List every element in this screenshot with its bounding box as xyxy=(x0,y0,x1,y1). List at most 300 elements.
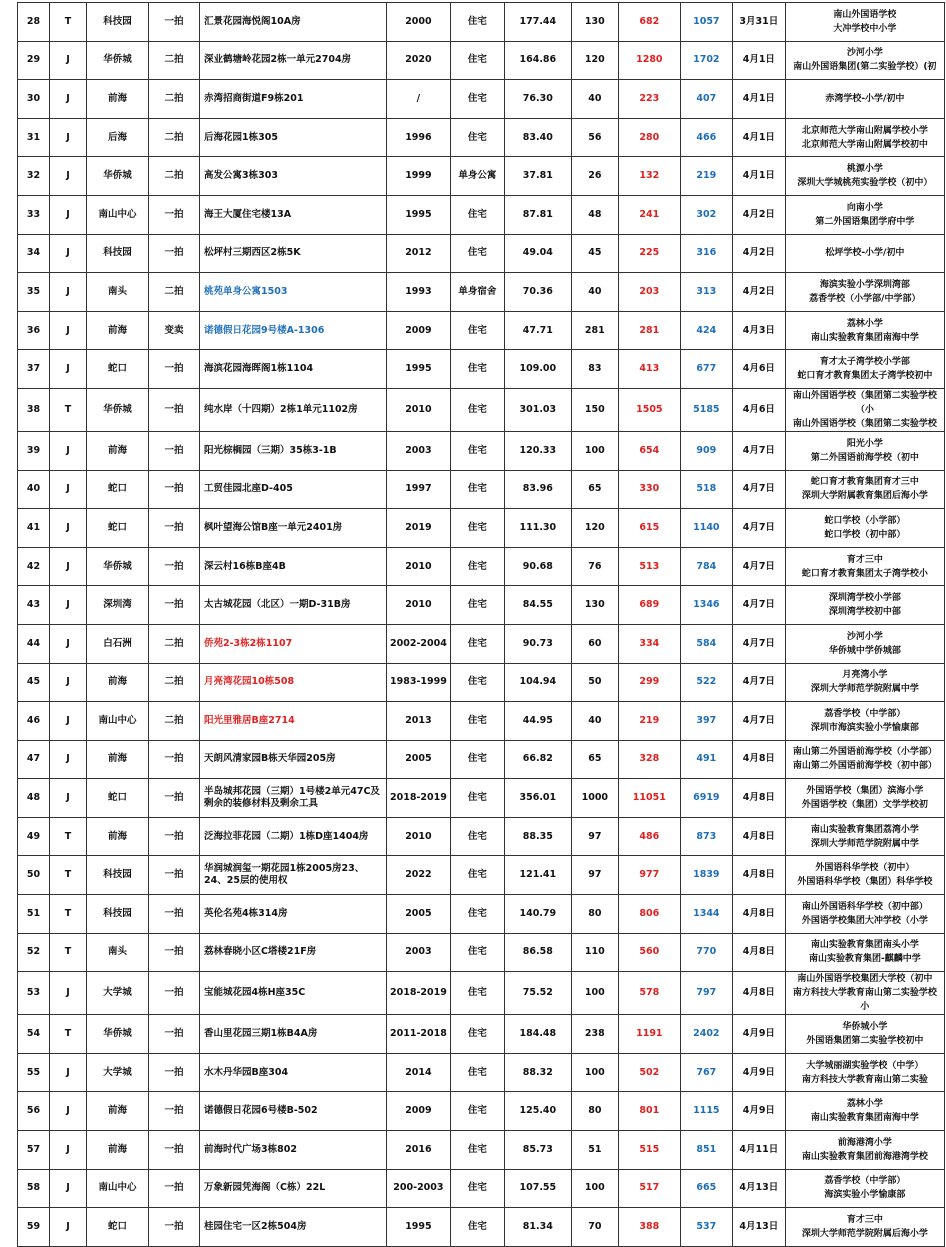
deposit-cell: 97 xyxy=(571,817,618,856)
area-sqm-cell: 184.48 xyxy=(504,1015,571,1054)
deposit-cell: 40 xyxy=(571,80,618,119)
address-cell: 高发公寓3栋303 xyxy=(200,157,387,196)
district-cell: 华侨城 xyxy=(87,41,149,80)
deposit-cell: 100 xyxy=(571,431,618,470)
table-row xyxy=(18,470,945,509)
build-year-cell: 2010 xyxy=(387,586,451,625)
deposit-cell: 1000 xyxy=(571,779,618,818)
tag-cell: J xyxy=(50,1208,87,1247)
valuation-cell: 1057 xyxy=(680,3,732,42)
usage-cell: 住宅 xyxy=(450,234,504,273)
school-district-cell: 荔林小学 南山实验教育集团南海中学 xyxy=(785,311,944,350)
school-district-cell: 深圳湾学校小学部 深圳湾学校初中部 xyxy=(785,586,944,625)
tag-cell: J xyxy=(50,1053,87,1092)
starting-price-cell: 11051 xyxy=(618,779,680,818)
table-row xyxy=(18,779,945,818)
deposit-cell: 80 xyxy=(571,895,618,934)
usage-cell: 住宅 xyxy=(450,779,504,818)
auction-round-cell: 一拍 xyxy=(149,1053,200,1092)
valuation-cell: 1702 xyxy=(680,41,732,80)
auction-round-cell: 一拍 xyxy=(149,1169,200,1208)
district-cell: 蛇口 xyxy=(87,350,149,389)
address-cell: 香山里花园三期1栋B4A房 xyxy=(200,1015,387,1054)
auction-date-cell: 4月7日 xyxy=(732,470,785,509)
deposit-cell: 83 xyxy=(571,350,618,389)
starting-price-cell: 615 xyxy=(618,509,680,548)
auction-round-cell: 一拍 xyxy=(149,972,200,1015)
address-cell: 诺德假日花园6号楼B-502 xyxy=(200,1092,387,1131)
usage-cell: 住宅 xyxy=(450,895,504,934)
valuation-cell: 665 xyxy=(680,1169,732,1208)
school-district-cell: 沙河小学 南山外国语集团(第二实验学校）(初 xyxy=(785,41,944,80)
auction-date-cell: 4月8日 xyxy=(732,740,785,779)
district-cell: 南头 xyxy=(87,273,149,312)
district-cell: 白石洲 xyxy=(87,624,149,663)
area-sqm-cell: 83.96 xyxy=(504,470,571,509)
usage-cell: 住宅 xyxy=(450,933,504,972)
area-sqm-cell: 85.73 xyxy=(504,1131,571,1170)
auction-date-cell: 4月9日 xyxy=(732,1015,785,1054)
auction-date-cell: 4月8日 xyxy=(732,817,785,856)
build-year-cell: 1996 xyxy=(387,118,451,157)
district-cell: 科技园 xyxy=(87,3,149,42)
starting-price-cell: 560 xyxy=(618,933,680,972)
valuation-cell: 770 xyxy=(680,933,732,972)
table-row xyxy=(18,157,945,196)
row-number-cell: 28 xyxy=(18,3,50,42)
build-year-cell: 2013 xyxy=(387,702,451,741)
deposit-cell: 45 xyxy=(571,234,618,273)
auction-round-cell: 一拍 xyxy=(149,1208,200,1247)
valuation-cell: 767 xyxy=(680,1053,732,1092)
tag-cell: J xyxy=(50,470,87,509)
build-year-cell: 2002-2004 xyxy=(387,624,451,663)
auction-round-cell: 一拍 xyxy=(149,470,200,509)
table-row xyxy=(18,311,945,350)
deposit-cell: 48 xyxy=(571,195,618,234)
row-number-cell: 54 xyxy=(18,1015,50,1054)
table-row xyxy=(18,195,945,234)
row-number-cell: 29 xyxy=(18,41,50,80)
valuation-cell: 518 xyxy=(680,470,732,509)
tag-cell: J xyxy=(50,1131,87,1170)
row-number-cell: 32 xyxy=(18,157,50,196)
row-number-cell: 40 xyxy=(18,470,50,509)
deposit-cell: 238 xyxy=(571,1015,618,1054)
starting-price-cell: 388 xyxy=(618,1208,680,1247)
deposit-cell: 80 xyxy=(571,1092,618,1131)
row-number-cell: 53 xyxy=(18,972,50,1015)
valuation-cell: 424 xyxy=(680,311,732,350)
row-number-cell: 46 xyxy=(18,702,50,741)
deposit-cell: 26 xyxy=(571,157,618,196)
auction-round-cell: 变卖 xyxy=(149,311,200,350)
row-number-cell: 33 xyxy=(18,195,50,234)
usage-cell: 住宅 xyxy=(450,1015,504,1054)
row-number-cell: 43 xyxy=(18,586,50,625)
starting-price-cell: 225 xyxy=(618,234,680,273)
valuation-cell: 302 xyxy=(680,195,732,234)
deposit-cell: 100 xyxy=(571,972,618,1015)
school-district-cell: 南山外国语学校集团大学校（初中 南方科技大学教育南山第二实验学校小 xyxy=(785,972,944,1015)
address-cell: 水木丹华园B座304 xyxy=(200,1053,387,1092)
usage-cell: 住宅 xyxy=(450,509,504,548)
area-sqm-cell: 47.71 xyxy=(504,311,571,350)
address-cell: 桃苑单身公寓1503 xyxy=(200,273,387,312)
auction-round-cell: 一拍 xyxy=(149,933,200,972)
tag-cell: J xyxy=(50,195,87,234)
table-row xyxy=(18,1131,945,1170)
address-cell: 纯水岸（十四期）2栋1单元1102房 xyxy=(200,388,387,431)
auction-date-cell: 3月31日 xyxy=(732,3,785,42)
auction-round-cell: 一拍 xyxy=(149,1015,200,1054)
district-cell: 前海 xyxy=(87,1131,149,1170)
table-row xyxy=(18,586,945,625)
auction-round-cell: 二拍 xyxy=(149,624,200,663)
row-number-cell: 30 xyxy=(18,80,50,119)
area-sqm-cell: 111.30 xyxy=(504,509,571,548)
district-cell: 蛇口 xyxy=(87,509,149,548)
area-sqm-cell: 177.44 xyxy=(504,3,571,42)
deposit-cell: 281 xyxy=(571,311,618,350)
area-sqm-cell: 83.40 xyxy=(504,118,571,157)
auction-round-cell: 一拍 xyxy=(149,1092,200,1131)
tag-cell: J xyxy=(50,624,87,663)
auction-round-cell: 二拍 xyxy=(149,118,200,157)
deposit-cell: 76 xyxy=(571,547,618,586)
auction-round-cell: 一拍 xyxy=(149,234,200,273)
auction-date-cell: 4月7日 xyxy=(732,547,785,586)
tag-cell: J xyxy=(50,702,87,741)
starting-price-cell: 801 xyxy=(618,1092,680,1131)
auction-round-cell: 一拍 xyxy=(149,350,200,389)
address-cell: 后海花园1栋305 xyxy=(200,118,387,157)
usage-cell: 住宅 xyxy=(450,431,504,470)
usage-cell: 住宅 xyxy=(450,972,504,1015)
row-number-cell: 39 xyxy=(18,431,50,470)
build-year-cell: 2019 xyxy=(387,509,451,548)
school-district-cell: 大学城丽湖实验学校（中学） 南方科技大学教育南山第二实验 xyxy=(785,1053,944,1092)
district-cell: 华侨城 xyxy=(87,1015,149,1054)
auction-round-cell: 一拍 xyxy=(149,431,200,470)
starting-price-cell: 280 xyxy=(618,118,680,157)
district-cell: 大学城 xyxy=(87,1053,149,1092)
starting-price-cell: 1191 xyxy=(618,1015,680,1054)
build-year-cell: 2005 xyxy=(387,895,451,934)
usage-cell: 住宅 xyxy=(450,1208,504,1247)
area-sqm-cell: 88.35 xyxy=(504,817,571,856)
auction-table xyxy=(17,2,945,1247)
usage-cell: 住宅 xyxy=(450,1169,504,1208)
address-cell: 枫叶望海公馆B座一单元2401房 xyxy=(200,509,387,548)
auction-round-cell: 二拍 xyxy=(149,273,200,312)
auction-date-cell: 4月2日 xyxy=(732,234,785,273)
table-row xyxy=(18,234,945,273)
auction-date-cell: 4月8日 xyxy=(732,779,785,818)
school-district-cell: 华侨城小学 外国语集团第二实验学校初中 xyxy=(785,1015,944,1054)
school-district-cell: 育才太子湾学校小学部 蛇口育才教育集团太子湾学校初中 xyxy=(785,350,944,389)
district-cell: 前海 xyxy=(87,80,149,119)
table-row xyxy=(18,663,945,702)
area-sqm-cell: 356.01 xyxy=(504,779,571,818)
valuation-cell: 397 xyxy=(680,702,732,741)
usage-cell: 住宅 xyxy=(450,41,504,80)
deposit-cell: 97 xyxy=(571,856,618,895)
row-number-cell: 50 xyxy=(18,856,50,895)
address-cell: 阳光棕榈园（三期）35栋3-1B xyxy=(200,431,387,470)
usage-cell: 住宅 xyxy=(450,1053,504,1092)
starting-price-cell: 977 xyxy=(618,856,680,895)
valuation-cell: 873 xyxy=(680,817,732,856)
row-number-cell: 37 xyxy=(18,350,50,389)
school-district-cell: 松坪学校-小学/初中 xyxy=(785,234,944,273)
auction-date-cell: 4月9日 xyxy=(732,1092,785,1131)
tag-cell: J xyxy=(50,80,87,119)
table-row xyxy=(18,1015,945,1054)
area-sqm-cell: 44.95 xyxy=(504,702,571,741)
auction-round-cell: 一拍 xyxy=(149,509,200,548)
usage-cell: 住宅 xyxy=(450,311,504,350)
starting-price-cell: 334 xyxy=(618,624,680,663)
auction-round-cell: 一拍 xyxy=(149,779,200,818)
row-number-cell: 44 xyxy=(18,624,50,663)
deposit-cell: 65 xyxy=(571,470,618,509)
tag-cell: T xyxy=(50,817,87,856)
tag-cell: J xyxy=(50,273,87,312)
starting-price-cell: 330 xyxy=(618,470,680,509)
auction-round-cell: 一拍 xyxy=(149,1131,200,1170)
build-year-cell: 2009 xyxy=(387,311,451,350)
school-district-cell: 荔香学校（中学部） 深圳市海滨实验小学愉康部 xyxy=(785,702,944,741)
district-cell: 华侨城 xyxy=(87,157,149,196)
tag-cell: T xyxy=(50,895,87,934)
address-cell: 半岛城邦花园（三期）1号楼2单元47C及剩余的装修材料及剩余工具 xyxy=(200,779,387,818)
valuation-cell: 584 xyxy=(680,624,732,663)
valuation-cell: 491 xyxy=(680,740,732,779)
tag-cell: J xyxy=(50,740,87,779)
auction-round-cell: 二拍 xyxy=(149,157,200,196)
address-cell: 太古城花园（北区）一期D-31B房 xyxy=(200,586,387,625)
table-row xyxy=(18,350,945,389)
build-year-cell: 2010 xyxy=(387,388,451,431)
deposit-cell: 56 xyxy=(571,118,618,157)
area-sqm-cell: 81.34 xyxy=(504,1208,571,1247)
auction-date-cell: 4月1日 xyxy=(732,80,785,119)
row-number-cell: 31 xyxy=(18,118,50,157)
area-sqm-cell: 84.55 xyxy=(504,586,571,625)
build-year-cell: 2018-2019 xyxy=(387,972,451,1015)
auction-round-cell: 一拍 xyxy=(149,195,200,234)
auction-round-cell: 二拍 xyxy=(149,663,200,702)
build-year-cell: 200-2003 xyxy=(387,1169,451,1208)
row-number-cell: 35 xyxy=(18,273,50,312)
school-district-cell: 沙河小学 华侨城中学侨城部 xyxy=(785,624,944,663)
tag-cell: T xyxy=(50,3,87,42)
table-row xyxy=(18,895,945,934)
build-year-cell: 1983-1999 xyxy=(387,663,451,702)
deposit-cell: 110 xyxy=(571,933,618,972)
starting-price-cell: 654 xyxy=(618,431,680,470)
starting-price-cell: 1280 xyxy=(618,41,680,80)
table-row xyxy=(18,118,945,157)
valuation-cell: 797 xyxy=(680,972,732,1015)
school-district-cell: 阳光小学 第二外国语前海学校（初中 xyxy=(785,431,944,470)
row-number-cell: 55 xyxy=(18,1053,50,1092)
valuation-cell: 466 xyxy=(680,118,732,157)
build-year-cell: 2010 xyxy=(387,817,451,856)
district-cell: 前海 xyxy=(87,663,149,702)
district-cell: 大学城 xyxy=(87,972,149,1015)
valuation-cell: 1346 xyxy=(680,586,732,625)
auction-round-cell: 一拍 xyxy=(149,817,200,856)
valuation-cell: 5185 xyxy=(680,388,732,431)
area-sqm-cell: 87.81 xyxy=(504,195,571,234)
tag-cell: J xyxy=(50,311,87,350)
build-year-cell: 2011-2018 xyxy=(387,1015,451,1054)
auction-date-cell: 4月6日 xyxy=(732,388,785,431)
address-cell: 诺德假日花园9号楼A-1306 xyxy=(200,311,387,350)
deposit-cell: 100 xyxy=(571,1169,618,1208)
valuation-cell: 784 xyxy=(680,547,732,586)
area-sqm-cell: 88.32 xyxy=(504,1053,571,1092)
usage-cell: 住宅 xyxy=(450,817,504,856)
build-year-cell: 2003 xyxy=(387,933,451,972)
table-row xyxy=(18,273,945,312)
usage-cell: 单身宿舍 xyxy=(450,273,504,312)
row-number-cell: 36 xyxy=(18,311,50,350)
auction-date-cell: 4月3日 xyxy=(732,311,785,350)
starting-price-cell: 502 xyxy=(618,1053,680,1092)
valuation-cell: 522 xyxy=(680,663,732,702)
valuation-cell: 2402 xyxy=(680,1015,732,1054)
address-cell: 赤湾招商街道F9栋201 xyxy=(200,80,387,119)
district-cell: 科技园 xyxy=(87,234,149,273)
tag-cell: J xyxy=(50,431,87,470)
table-row xyxy=(18,702,945,741)
area-sqm-cell: 70.36 xyxy=(504,273,571,312)
row-number-cell: 59 xyxy=(18,1208,50,1247)
school-district-cell: 外国语科华学校（初中） 外国语科华学校（集团）科华学校 xyxy=(785,856,944,895)
district-cell: 科技园 xyxy=(87,895,149,934)
starting-price-cell: 515 xyxy=(618,1131,680,1170)
tag-cell: T xyxy=(50,1015,87,1054)
school-district-cell: 外国语学校（集团）滨海小学 外国语学校（集团）文学学校初 xyxy=(785,779,944,818)
tag-cell: J xyxy=(50,547,87,586)
auction-round-cell: 一拍 xyxy=(149,856,200,895)
table-row xyxy=(18,856,945,895)
district-cell: 蛇口 xyxy=(87,1208,149,1247)
auction-round-cell: 一拍 xyxy=(149,895,200,934)
valuation-cell: 909 xyxy=(680,431,732,470)
usage-cell: 住宅 xyxy=(450,624,504,663)
starting-price-cell: 513 xyxy=(618,547,680,586)
usage-cell: 住宅 xyxy=(450,1092,504,1131)
auction-round-cell: 二拍 xyxy=(149,80,200,119)
valuation-cell: 851 xyxy=(680,1131,732,1170)
school-district-cell: 育才三中 蛇口育才教育集团太子湾学校小 xyxy=(785,547,944,586)
starting-price-cell: 413 xyxy=(618,350,680,389)
valuation-cell: 313 xyxy=(680,273,732,312)
starting-price-cell: 578 xyxy=(618,972,680,1015)
school-district-cell: 荔香学校（中学部） 海滨实验小学愉康部 xyxy=(785,1169,944,1208)
district-cell: 前海 xyxy=(87,1092,149,1131)
area-sqm-cell: 109.00 xyxy=(504,350,571,389)
auction-round-cell: 一拍 xyxy=(149,586,200,625)
area-sqm-cell: 301.03 xyxy=(504,388,571,431)
row-number-cell: 47 xyxy=(18,740,50,779)
school-district-cell: 南山实验教育集团南头小学 南山实验教育集团-麒麟中学 xyxy=(785,933,944,972)
auction-date-cell: 4月7日 xyxy=(732,663,785,702)
build-year-cell: 2000 xyxy=(387,3,451,42)
tag-cell: J xyxy=(50,157,87,196)
address-cell: 侨苑2-3栋2栋1107 xyxy=(200,624,387,663)
starting-price-cell: 299 xyxy=(618,663,680,702)
auction-date-cell: 4月6日 xyxy=(732,350,785,389)
usage-cell: 住宅 xyxy=(450,856,504,895)
auction-round-cell: 一拍 xyxy=(149,388,200,431)
school-district-cell: 蛇口育才教育集团育才三中 深圳大学附属教育集团后海小学 xyxy=(785,470,944,509)
address-cell: 宝能城花园4栋H座35C xyxy=(200,972,387,1015)
school-district-cell: 赤湾学校-小学/初中 xyxy=(785,80,944,119)
district-cell: 华侨城 xyxy=(87,547,149,586)
build-year-cell: 1995 xyxy=(387,195,451,234)
school-district-cell: 北京师范大学南山附属学校小学 北京师范大学南山附属学校初中 xyxy=(785,118,944,157)
usage-cell: 住宅 xyxy=(450,350,504,389)
school-district-cell: 南山外国语科华学校（初中部） 外国语学校集团大冲学校（小学 xyxy=(785,895,944,934)
school-district-cell: 桃源小学 深圳大学城桃苑实验学校（初中） xyxy=(785,157,944,196)
starting-price-cell: 328 xyxy=(618,740,680,779)
table-row xyxy=(18,431,945,470)
tag-cell: J xyxy=(50,779,87,818)
row-number-cell: 57 xyxy=(18,1131,50,1170)
auction-date-cell: 4月8日 xyxy=(732,933,785,972)
tag-cell: J xyxy=(50,663,87,702)
district-cell: 前海 xyxy=(87,817,149,856)
usage-cell: 住宅 xyxy=(450,586,504,625)
auction-date-cell: 4月11日 xyxy=(732,1131,785,1170)
school-district-cell: 海滨实验小学深圳湾部 荔香学校（小学部/中学部） xyxy=(785,273,944,312)
starting-price-cell: 132 xyxy=(618,157,680,196)
starting-price-cell: 682 xyxy=(618,3,680,42)
address-cell: 工贸佳园北座D-405 xyxy=(200,470,387,509)
area-sqm-cell: 125.40 xyxy=(504,1092,571,1131)
auction-round-cell: 一拍 xyxy=(149,547,200,586)
starting-price-cell: 281 xyxy=(618,311,680,350)
address-cell: 松坪村三期西区2栋5K xyxy=(200,234,387,273)
area-sqm-cell: 120.33 xyxy=(504,431,571,470)
area-sqm-cell: 75.52 xyxy=(504,972,571,1015)
address-cell: 深业鹤塘岭花园2栋一单元2704房 xyxy=(200,41,387,80)
usage-cell: 住宅 xyxy=(450,195,504,234)
valuation-cell: 1344 xyxy=(680,895,732,934)
address-cell: 前海时代广场3栋802 xyxy=(200,1131,387,1170)
auction-date-cell: 4月8日 xyxy=(732,895,785,934)
auction-date-cell: 4月7日 xyxy=(732,586,785,625)
row-number-cell: 42 xyxy=(18,547,50,586)
area-sqm-cell: 104.94 xyxy=(504,663,571,702)
build-year-cell: 2016 xyxy=(387,1131,451,1170)
build-year-cell: 2009 xyxy=(387,1092,451,1131)
valuation-cell: 1839 xyxy=(680,856,732,895)
usage-cell: 住宅 xyxy=(450,740,504,779)
build-year-cell: 2014 xyxy=(387,1053,451,1092)
build-year-cell: 1995 xyxy=(387,1208,451,1247)
deposit-cell: 120 xyxy=(571,41,618,80)
build-year-cell: 2022 xyxy=(387,856,451,895)
usage-cell: 住宅 xyxy=(450,470,504,509)
build-year-cell: 1999 xyxy=(387,157,451,196)
district-cell: 深圳湾 xyxy=(87,586,149,625)
